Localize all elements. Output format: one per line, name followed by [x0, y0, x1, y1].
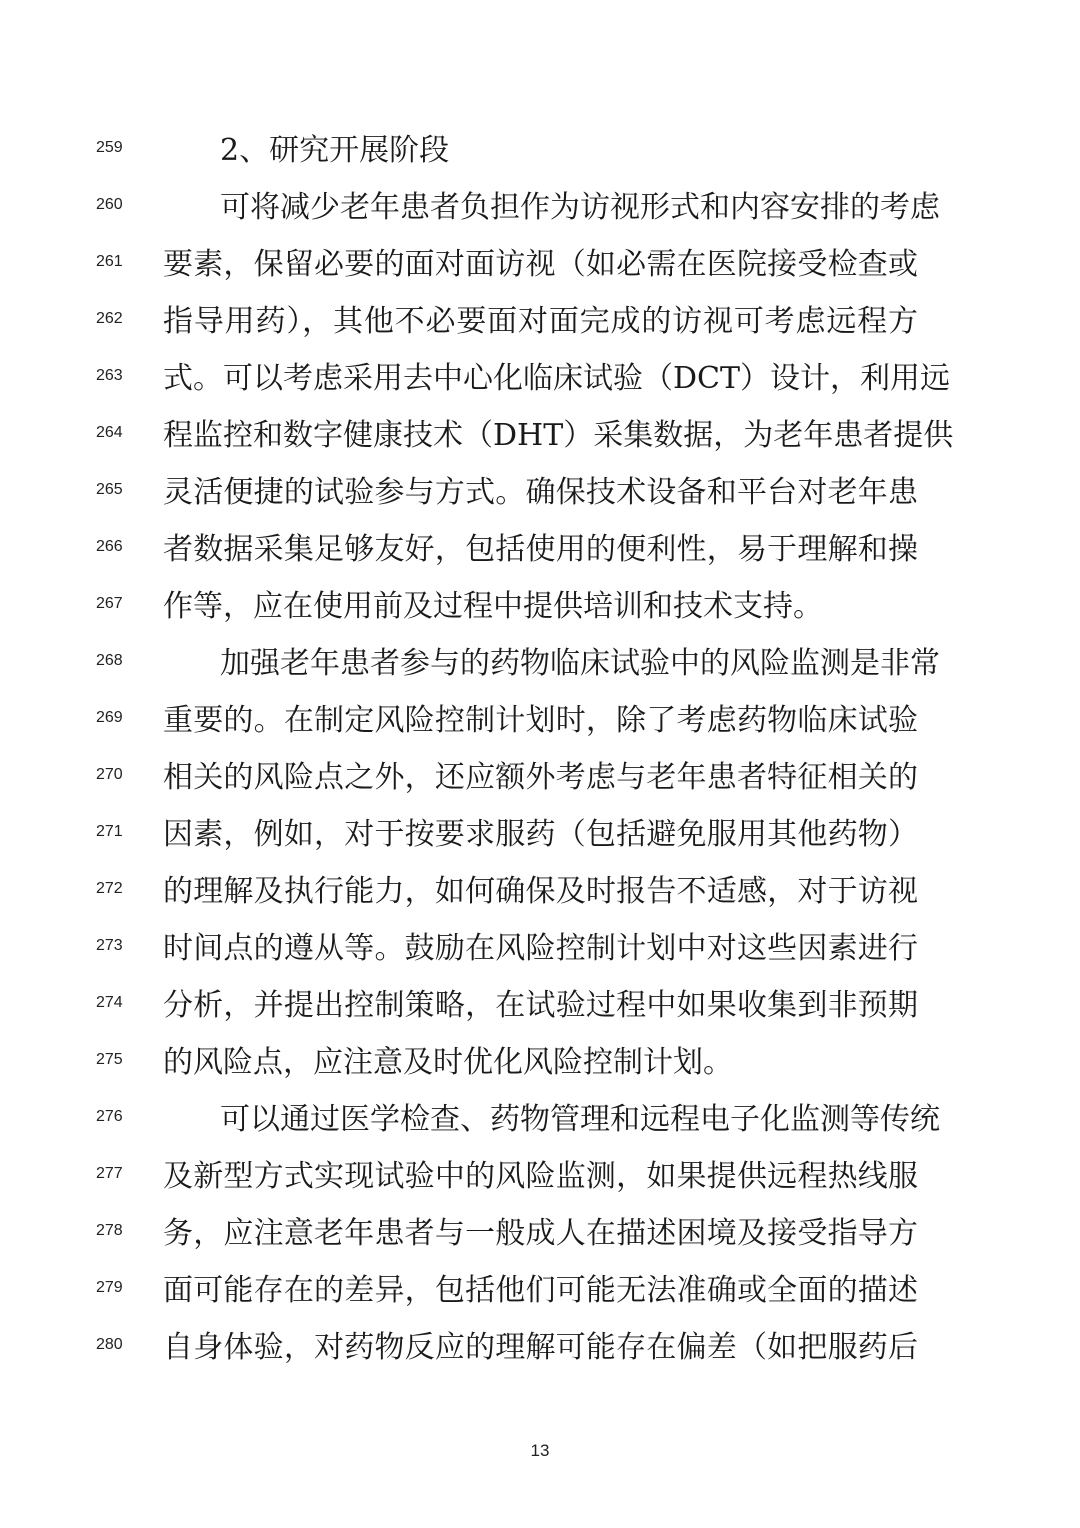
line-number: 260 — [96, 196, 123, 213]
text-line — [0, 530, 1080, 570]
line-number: 271 — [96, 823, 123, 840]
line-number: 259 — [96, 139, 123, 156]
line-number: 278 — [96, 1222, 123, 1239]
text-line — [0, 986, 1080, 1026]
paragraph-line: 的理解及执行能力，如何确保及时报告不适感，对于访视 — [163, 874, 918, 909]
line-number: 274 — [96, 994, 123, 1011]
paragraph-line: 灵活便捷的试验参与方式。确保技术设备和平台对老年患 — [163, 475, 918, 510]
paragraph-line: 作等，应在使用前及过程中提供培训和技术支持。 — [163, 589, 823, 624]
paragraph-line: 务，应注意老年患者与一般成人在描述困境及接受指导方 — [163, 1216, 918, 1251]
text-line — [0, 872, 1080, 912]
paragraph-line: 面可能存在的差异，包括他们可能无法准确或全面的描述 — [163, 1273, 918, 1308]
line-number: 262 — [96, 310, 123, 327]
line-number: 272 — [96, 880, 123, 897]
text-line — [0, 929, 1080, 969]
line-number: 276 — [96, 1108, 123, 1125]
line-number: 266 — [96, 538, 123, 555]
paragraph-line: 程监控和数字健康技术（DHT）采集数据，为老年患者提供 — [163, 418, 954, 453]
text-line — [0, 1214, 1080, 1254]
text-line — [0, 245, 1080, 285]
paragraph-line: 时间点的遵从等。鼓励在风险控制计划中对这些因素进行 — [163, 931, 918, 966]
line-number: 261 — [96, 253, 123, 270]
text-line — [0, 587, 1080, 627]
paragraph-line: 者数据采集足够友好，包括使用的便利性，易于理解和操 — [163, 532, 918, 567]
line-number: 268 — [96, 652, 123, 669]
text-line — [0, 131, 1080, 171]
text-line — [0, 359, 1080, 399]
paragraph-line: 可将减少老年患者负担作为访视形式和内容安排的考虑 — [220, 190, 940, 225]
paragraph-line: 因素，例如，对于按要求服药（包括避免服用其他药物） — [163, 817, 918, 852]
text-line — [0, 1100, 1080, 1140]
section-heading: 2、研究开展阶段 — [220, 133, 450, 168]
line-number: 264 — [96, 424, 123, 441]
text-line — [0, 644, 1080, 684]
line-number: 273 — [96, 937, 123, 954]
paragraph-line: 指导用药），其他不必要面对面完成的访视可考虑远程方 — [163, 304, 918, 339]
text-line — [0, 701, 1080, 741]
line-number: 279 — [96, 1279, 123, 1296]
text-line — [0, 188, 1080, 228]
paragraph-line: 重要的。在制定风险控制计划时，除了考虑药物临床试验 — [163, 703, 918, 738]
line-number: 267 — [96, 595, 123, 612]
paragraph-line: 要素，保留必要的面对面访视（如必需在医院接受检查或 — [163, 247, 918, 282]
line-number: 275 — [96, 1051, 123, 1068]
paragraph-line: 相关的风险点之外，还应额外考虑与老年患者特征相关的 — [163, 760, 918, 795]
text-line — [0, 1271, 1080, 1311]
line-number: 280 — [96, 1336, 123, 1353]
text-line — [0, 758, 1080, 798]
text-line — [0, 1157, 1080, 1197]
line-number: 265 — [96, 481, 123, 498]
paragraph-line: 及新型方式实现试验中的风险监测，如果提供远程热线服 — [163, 1159, 918, 1194]
paragraph-line: 加强老年患者参与的药物临床试验中的风险监测是非常 — [220, 646, 940, 681]
line-number: 270 — [96, 766, 123, 783]
text-line — [0, 1328, 1080, 1368]
paragraph-line: 自身体验，对药物反应的理解可能存在偏差（如把服药后 — [163, 1330, 918, 1365]
paragraph-line: 可以通过医学检查、药物管理和远程电子化监测等传统 — [220, 1102, 940, 1137]
paragraph-line: 的风险点，应注意及时优化风险控制计划。 — [163, 1045, 733, 1080]
line-number: 263 — [96, 367, 123, 384]
text-line — [0, 815, 1080, 855]
line-number: 277 — [96, 1165, 123, 1182]
text-line — [0, 1043, 1080, 1083]
paragraph-line: 分析，并提出控制策略，在试验过程中如果收集到非预期 — [163, 988, 918, 1023]
line-number: 269 — [96, 709, 123, 726]
text-line — [0, 416, 1080, 456]
page-number: 13 — [530, 1441, 550, 1460]
paragraph-line: 式。可以考虑采用去中心化临床试验（DCT）设计，利用远 — [163, 361, 951, 396]
text-line — [0, 302, 1080, 342]
text-line — [0, 473, 1080, 513]
